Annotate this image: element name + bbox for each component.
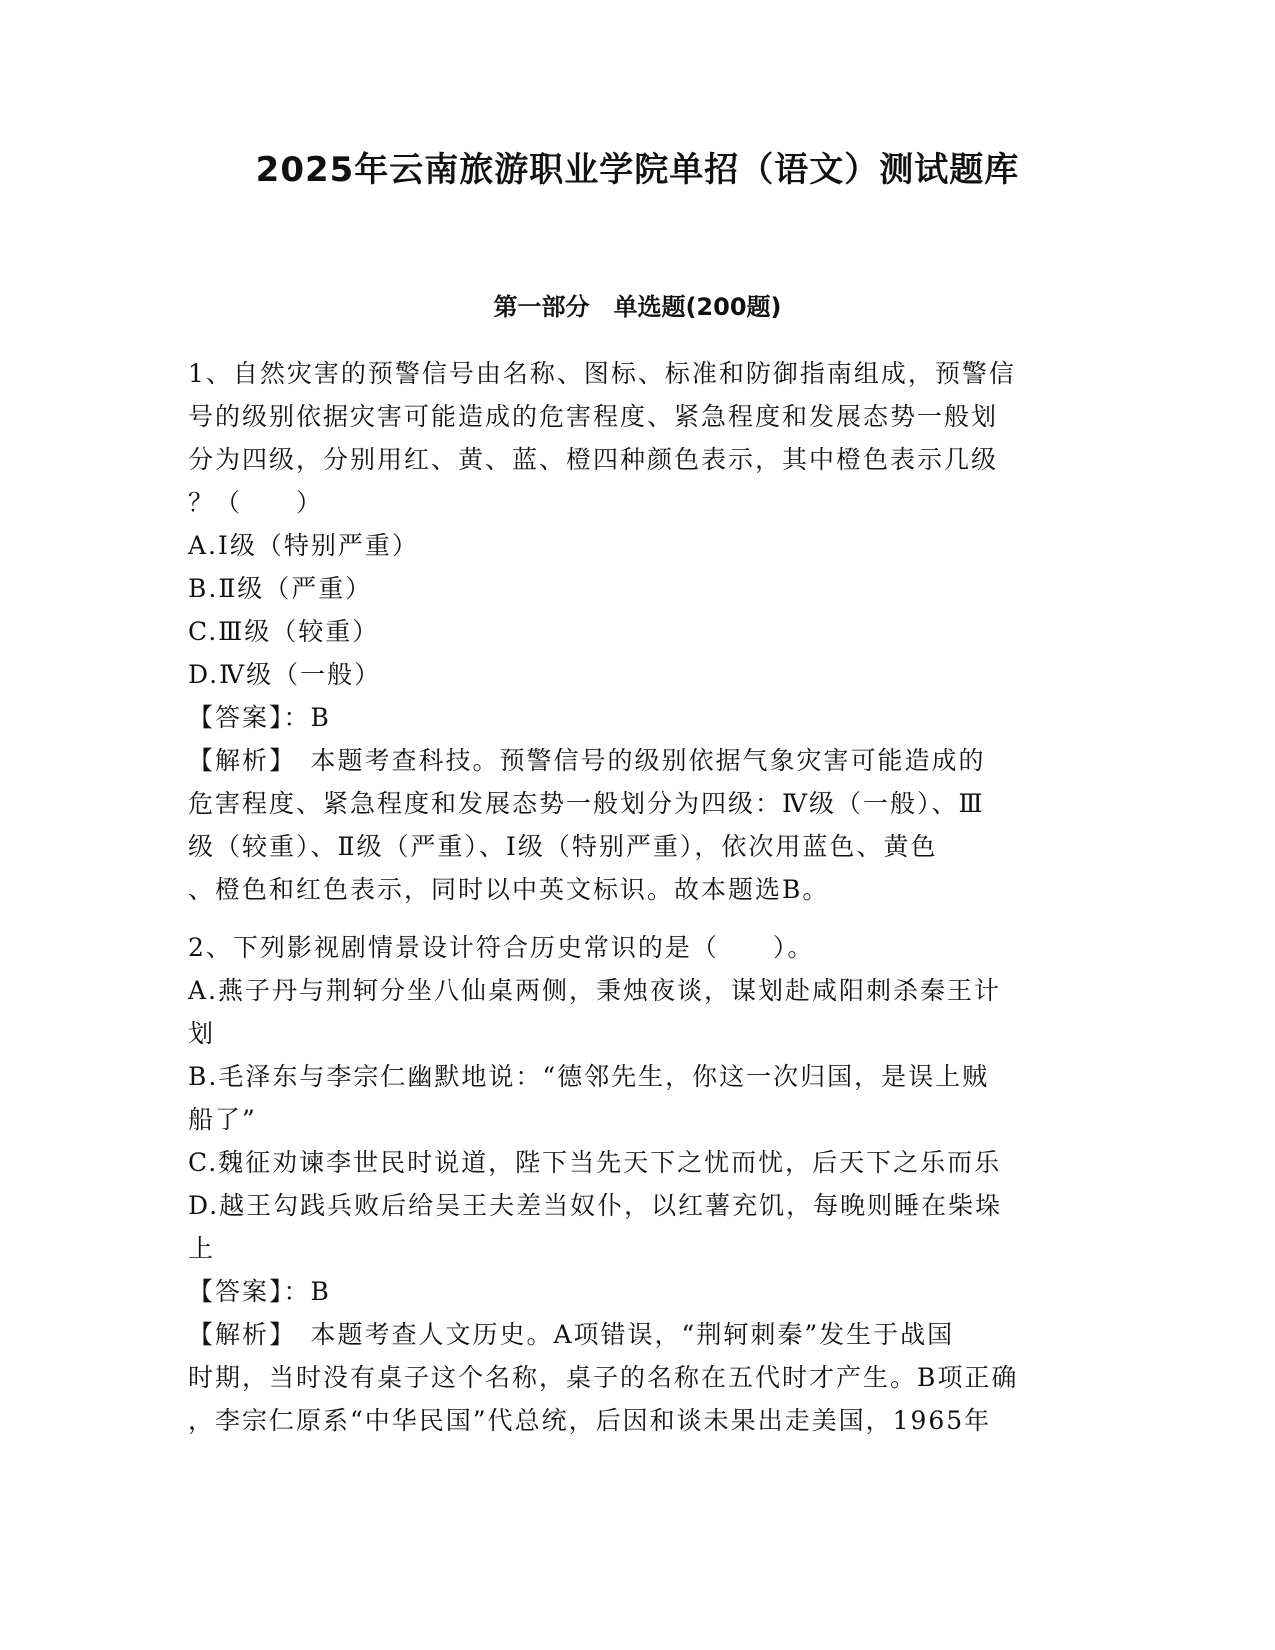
question-2 xyxy=(188,926,1088,1442)
option-c: C.Ⅲ级（较重） xyxy=(188,617,380,646)
option-b: B.毛泽东与李宗仁幽默地说：“德邻先生，你这一次归国，是误上贼 xyxy=(188,1062,990,1091)
document-title: 2025年云南旅游职业学院单招（语文）测试题库 xyxy=(255,150,1020,190)
option-d: D.Ⅳ级（一般） xyxy=(188,660,382,689)
answer: 【答案】：B xyxy=(188,703,331,732)
explanation-line: 【解析】 本题考查科技。预警信号的级别依据气象灾害可能造成的 xyxy=(188,746,986,775)
question-text-line: 号的级别依据灾害可能造成的危害程度、紧急程度和发展态势一般划 xyxy=(188,402,999,431)
section-title: 第一部分 单选题(200题) xyxy=(493,293,782,321)
explanation-line: 级（较重）、Ⅱ级（严重）、Ⅰ级（特别严重），依次用蓝色、黄色 xyxy=(188,832,938,861)
option-d: D.越王勾践兵败后给吴王夫差当奴仆，以红薯充饥，每晚则睡在柴垛 xyxy=(188,1191,1003,1220)
option-d-continued: 上 xyxy=(188,1234,216,1263)
option-a: A.燕子丹与荆轲分坐八仙桌两侧，秉烛夜谈，谋划赴咸阳刺杀秦王计 xyxy=(188,976,1002,1005)
question-text-line: 分为四级，分别用红、黄、蓝、橙四种颜色表示，其中橙色表示几级 xyxy=(188,445,999,474)
explanation-line: 危害程度、紧急程度和发展态势一般划分为四级：Ⅳ级（一般）、Ⅲ xyxy=(188,789,985,818)
question-text-line: ？（ ） xyxy=(188,488,324,517)
option-a-continued: 划 xyxy=(188,1019,216,1048)
option-b-continued: 船了” xyxy=(188,1105,257,1134)
question-text-line: 1、自然灾害的预警信号由名称、图标、标准和防御指南组成，预警信 xyxy=(188,359,1016,388)
explanation-line: ，李宗仁原系“中华民国”代总统，后因和谈未果出走美国，1965年 xyxy=(188,1406,992,1435)
question-text-line: 2、下列影视剧情景设计符合历史常识的是（ ）。 xyxy=(188,933,815,962)
option-a: A.Ⅰ级（特别严重） xyxy=(188,531,419,560)
option-c: C.魏征劝谏李世民时说道，陛下当先天下之忧而忧，后天下之乐而乐 xyxy=(188,1148,1002,1177)
explanation-line: 时期，当时没有桌子这个名称，桌子的名称在五代时才产生。B项正确 xyxy=(188,1363,1019,1392)
answer: 【答案】：B xyxy=(188,1277,331,1306)
option-b: B.Ⅱ级（严重） xyxy=(188,574,373,603)
explanation-line: 、橙色和红色表示，同时以中英文标识。故本题选B。 xyxy=(188,875,830,904)
question-list xyxy=(188,352,1088,1442)
explanation-line: 【解析】 本题考查人文历史。A项错误，“荆轲刺秦”发生于战国 xyxy=(188,1320,955,1349)
question-1 xyxy=(188,352,1088,911)
